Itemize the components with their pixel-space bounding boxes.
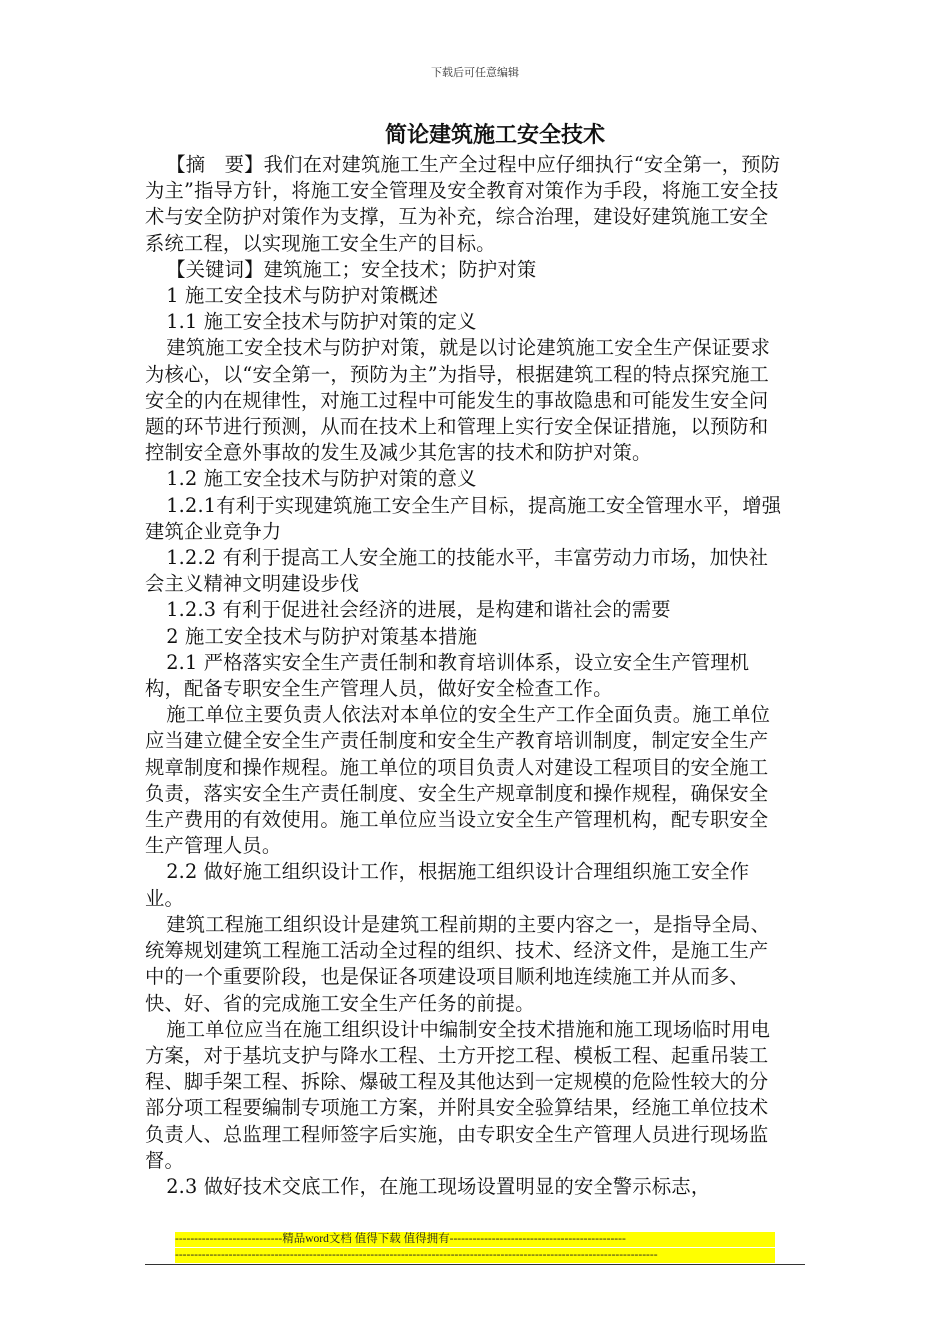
abstract-paragraph: 【摘 要】我们在对建筑施工生产全过程中应仔细执行“安全第一，预防为主”指导方针，将施工安全管理及安全教育对策作为手段，将施工安全技术与安全防护对策作为支撑，互为补充，综合治理，建设好建筑施工安全系统工程，以实现施工安全生产的目标。 [145, 153, 781, 255]
section-heading-2-3: 2.3 做好技术交底工作，在施工现场设置明显的安全警示标志， [166, 1174, 711, 1198]
section-heading-2: 2 施工安全技术与防护对策基本措施 [166, 624, 478, 648]
section-heading-1-2: 1.2 施工安全技术与防护对策的意义 [166, 467, 477, 491]
list-item-1-2-3: 1.2.3 有利于促进社会经济的进展，是构建和谐社会的需要 [166, 598, 671, 622]
document-body [145, 118, 785, 1200]
body-paragraph: 施工单位应当在施工组织设计中编制安全技术措施和施工现场临时用电方案，对于基坑支护与降水工程、土方开挖工程、模板工程、起重吊装工程、脚手架工程、拆除、爆破工程及其他达到一定规模的危险性较大的分部分项工程要编制专项施工方案，并附具安全验算结果，经施工单位技术负责人、总监理工程师签字后实施，由专职安全生产管理人员进行现场监督。 [145, 1017, 771, 1172]
body-paragraph: 施工单位主要负责人依法对本单位的安全生产工作全面负责。施工单位应当建立健全安全生产责任制度和安全生产教育培训制度，制定安全生产规章制度和操作规程。施工单位的项目负责人对建设工程项目的安全施工负责，落实安全生产责任制度、安全生产规章制度和操作规程，确保安全生产费用的有效使用。施工单位应当设立安全生产管理机构，配专职安全生产管理人员。 [145, 703, 771, 858]
footer-dash-line: ------------------------------------------------------------------------------------------------------------------------------ [175, 1248, 775, 1263]
list-item-1-2-2: 1.2.2 有利于提高工人安全施工的技能水平，丰富劳动力市场，加快社会主义精神文明建设步伐 [145, 546, 769, 596]
header-note: 下载后可任意编辑 [431, 66, 519, 79]
section-heading-1-1: 1.1 施工安全技术与防护对策的定义 [166, 310, 477, 334]
section-heading-2-2: 2.2 做好施工组织设计工作，根据施工组织设计合理组织施工安全作业。 [145, 860, 750, 910]
body-paragraph: 建筑工程施工组织设计是建筑工程前期的主要内容之一，是指导全局、统筹规划建筑工程施工活动全过程的组织、技术、经济文件，是施工生产中的一个重要阶段，也是保证各项建设项目顺利地连续施工并从而多、快、好、省的完成施工安全生产任务的前提。 [145, 912, 771, 1015]
document-title: 简论建筑施工安全技术 [384, 122, 605, 148]
section-heading-2-1: 2.1 严格落实安全生产责任制和教育培训体系，设立安全生产管理机构，配备专职安全生产管理人员，做好安全检查工作。 [145, 650, 750, 701]
footer-banner: ----------------------------精品word文档 值得下载 值得拥有---------------------------------------------- [175, 1232, 775, 1247]
body-paragraph: 建筑施工安全技术与防护对策，就是以讨论建筑施工安全生产保证要求为核心，以“安全第一，预防为主”为指导，根据建筑工程的特点探究施工安全的内在规律性，对施工过程中可能发生的事故隐患和可能发生安全问题的环节进行预测，从而在技术上和管理上实行安全保证措施，以预防和控制安全意外事故的发生及减少其危害的技术和防护对策。 [145, 336, 771, 465]
footer-divider [145, 1264, 805, 1265]
section-heading-1: 1 施工安全技术与防护对策概述 [166, 284, 439, 308]
keywords-paragraph: 【关键词】建筑施工；安全技术；防护对策 [166, 257, 537, 281]
list-item-1-2-1: 1.2.1有利于实现建筑施工安全生产目标，提高施工安全管理水平，增强建筑企业竞争力 [145, 493, 782, 543]
